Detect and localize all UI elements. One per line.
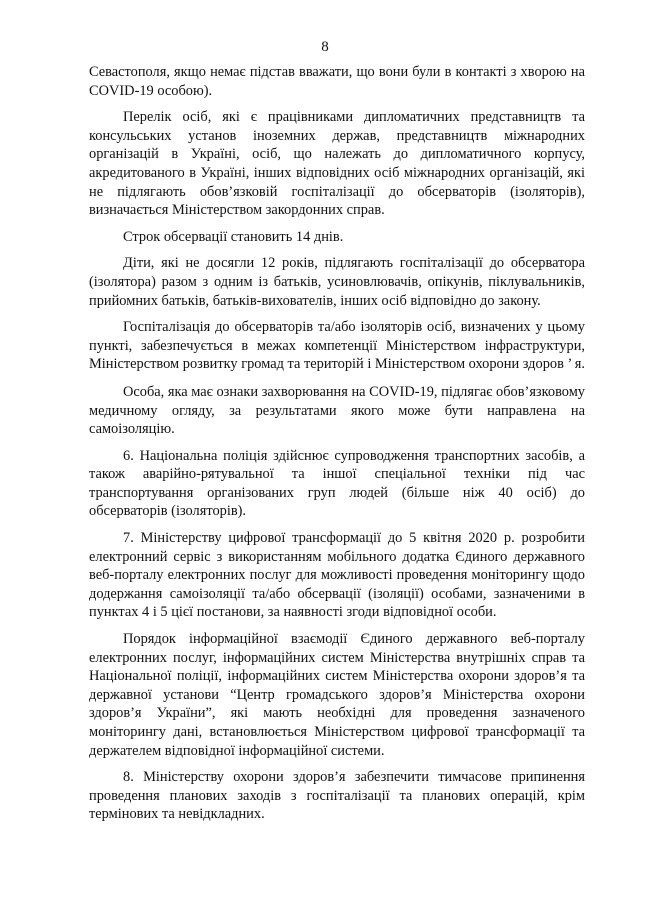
paragraph-9: Порядок інформаційної взаємодії Єдиного державного веб-порталу електронних послуг, інформаційних систем Міністерства внутрішніх справ та Національної поліції, інформаційних систем Міністерства охорони здоров’я та державної установи “Центр громадського здоров’я Міністерства охорони здоров’я України”, які мають необхідні для проведення зазначеного моніторингу дані, встановлюється Міністерством цифрової трансформації та держателем відповідної інформаційної системи. <box>89 631 585 759</box>
paragraph-6: Особа, яка має ознаки захворювання на COVID-19, підлягає обов’язковому медичному огляду, за результатами якого може бути направлена на самоізоляцію. <box>89 383 585 438</box>
document-body <box>89 63 585 832</box>
page-number: 8 <box>321 39 329 55</box>
paragraph-3: Строк обсервації становить 14 днів. <box>123 228 344 245</box>
paragraph-1: Севастополя, якщо немає підстав вважати, що вони були в контакті з хворою на COVID-19 особою). <box>89 64 585 99</box>
paragraph-2: Перелік осіб, які є працівниками дипломатичних представництв та консульських установ іноземних держав, представництв міжнародних організацій в Україні, осіб, що належать до дипломатичного корпусу, акредитованого в Україні, інших відповідних осіб міжнародних організацій, які не підлягають обов’язковій госпіталізації до обсерваторів (ізоляторів), визначається Міністерством закордонних справ. <box>89 109 585 219</box>
paragraph-4: Діти, які не досягли 12 років, підлягають госпіталізації до обсерватора (ізолятора) разом з одним із батьків, усиновлювачів, опікунів, піклувальників, прийомних батьків, батьків-вихователів, інших осіб відповідно до закону. <box>89 255 585 309</box>
paragraph-5: Госпіталізація до обсерваторів та/або ізоляторів осіб, визначених у цьому пункті, забезпечується в межах компетенції Міністерством інфраструктури, Міністерством розвитку громад та територій і Міністерством охорони здоров ’ я. <box>89 319 586 373</box>
paragraph-7: 6. Національна поліція здійснює супроводження транспортних засобів, а також аварійно-рятувальної та іншої спеціальної техніки під час транспортування організованих груп людей (більше ніж 40 осіб) до обсерваторів (ізоляторів). <box>89 447 585 520</box>
paragraph-10: 8. Міністерству охорони здоров’я забезпечити тимчасове припинення проведення планових заходів з госпіталізації та планових операцій, крім термінових та невідкладних. <box>89 769 585 823</box>
paragraph-8: 7. Міністерству цифрової трансформації до 5 квітня 2020 р. розробити електронний сервіс з використанням мобільного додатка Єдиного державного веб-порталу електронних послуг для можливості проведення моніторингу щодо додержання самоізоляції та/або обсервації (ізоляції) особами, зазначеними в пунктах 4 і 5 цієї постанови, за наявності згоди відповідної особи. <box>89 530 585 621</box>
